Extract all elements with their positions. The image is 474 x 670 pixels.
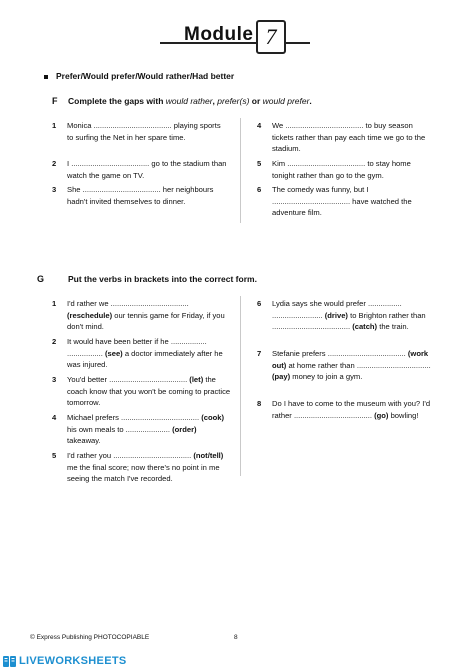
gap-text[interactable]: Do I have to come to the museum with you? I'd rather ..................................... bbox=[272, 399, 431, 420]
gap-text[interactable]: at home rather than ................................... bbox=[286, 360, 431, 370]
list-item: 2 It would have been better if he ................. ................. (see) a doctor immediately after he was injured. bbox=[52, 337, 223, 369]
topic-heading bbox=[44, 71, 234, 81]
list-item: 5 I'd rather you ..................................... (not/tell) me the final score; now there's no point in me seeing the match I've recorded. bbox=[52, 451, 224, 483]
gap-sentence[interactable]: I ..................................... go to the stadium than watch the game on TV. bbox=[67, 159, 227, 180]
list-item: 1 I'd rather we ..................................... (reschedule) our tennis game for Friday, if you don't mind. bbox=[52, 299, 225, 331]
list-item: 6 The comedy was funny, but I ..................................... have watched the adventure film. bbox=[257, 185, 412, 217]
module-number: 7 bbox=[265, 24, 277, 49]
verb-prompt: (see) bbox=[104, 348, 123, 358]
section-g-left-column bbox=[52, 298, 232, 485]
gap-sentence[interactable]: She ..................................... her neighbours hadn't invited themselves to dinner. bbox=[67, 185, 214, 206]
page-number: 8 bbox=[234, 634, 238, 641]
section-f-right-column bbox=[257, 120, 432, 219]
section-f-column-divider bbox=[240, 118, 241, 223]
gap-sentence[interactable]: Monica ..................................... playing sports to surfing the Net in her spare time. bbox=[67, 121, 221, 142]
list-item: 4 Michael prefers ..................................... (cook) his own meals to ..................... (order) takeaway. bbox=[52, 413, 224, 445]
gap-text[interactable]: his own meals to ..................... bbox=[67, 424, 173, 434]
verb-prompt: (let) bbox=[189, 375, 204, 384]
list-item: 5 Kim ..................................... to stay home tonight rather than go to the gym. bbox=[257, 159, 411, 180]
copyright-notice: © Express Publishing PHOTOCOPIABLE bbox=[30, 634, 150, 641]
gap-sentence[interactable]: Kim ..................................... to stay home tonight rather than go to the gym. bbox=[272, 159, 411, 180]
verb-prompt: (reschedule) bbox=[67, 310, 113, 320]
section-f-instruction: Complete the gaps with would rather, prefer(s) or would prefer. bbox=[68, 96, 312, 106]
topic-text: Prefer/Would prefer/Would rather/Had better bbox=[56, 71, 235, 81]
gap-text[interactable]: It would have been better if he ................. ................. bbox=[67, 337, 207, 358]
list-item: 7 Stefanie prefers ..................................... (work out) at home rather than ................................... (pay) money to join a gym. bbox=[257, 349, 431, 381]
gap-sentence[interactable]: The comedy was funny, but I ..................................... have watched the adventure film. bbox=[272, 185, 412, 217]
bullet-square-icon bbox=[44, 75, 48, 79]
list-item: 6 Lydia says she would prefer ................ ........................ (drive) to Brighton rather than ..................................... (catch) the train. bbox=[257, 299, 426, 331]
list-item: 4 We ..................................... to buy season tickets rather than pay each time we go to the stadium. bbox=[257, 121, 426, 153]
verb-prompt: (work out) bbox=[272, 349, 429, 370]
verb-prompt: (drive) bbox=[324, 310, 348, 320]
list-item: 8 Do I have to come to the museum with you? I'd rather ..................................... (go) bowling! bbox=[257, 399, 431, 420]
gap-text[interactable]: I'd rather you ..................................... bbox=[67, 451, 194, 460]
section-g-column-divider bbox=[240, 296, 241, 476]
gap-text[interactable]: You'd better ..................................... bbox=[67, 375, 190, 384]
verb-prompt: (order) bbox=[172, 424, 197, 434]
brand-name[interactable]: LIVEWORKSHEETS bbox=[19, 655, 127, 667]
liveworksheets-logo-icon bbox=[3, 655, 17, 668]
verb-prompt: (pay) bbox=[272, 372, 291, 381]
module-number-box bbox=[256, 20, 286, 54]
verb-prompt: (cook) bbox=[201, 413, 224, 422]
verb-prompt: (go) bbox=[374, 410, 389, 420]
section-f-letter: F bbox=[52, 96, 58, 106]
module-label: Module bbox=[184, 24, 254, 45]
gap-text[interactable]: Michael prefers ..................................... bbox=[67, 413, 202, 422]
section-g-letter: G bbox=[37, 274, 45, 284]
list-item: 3 She ..................................... her neighbours hadn't invited themselves to dinner. bbox=[52, 185, 214, 206]
section-g-instruction: Put the verbs in brackets into the correct form. bbox=[68, 274, 257, 284]
gap-sentence[interactable]: We ..................................... to buy season tickets rather than pay each time we go to the stadium. bbox=[272, 121, 426, 153]
gap-text[interactable]: I'd rather we ..................................... bbox=[67, 299, 189, 308]
section-g-right-column bbox=[257, 298, 437, 421]
section-f-left-column bbox=[52, 120, 227, 207]
verb-prompt: (catch) bbox=[352, 322, 378, 331]
list-item: 2 I ..................................... go to the stadium than watch the game on TV. bbox=[52, 159, 227, 180]
verb-prompt: (not/tell) bbox=[193, 451, 224, 460]
gap-text[interactable]: Lydia says she would prefer ................ ........................ bbox=[272, 299, 402, 320]
list-item: 1 Monica ..................................... playing sports to surfing the Net in her spare time. bbox=[52, 121, 221, 142]
gap-text[interactable]: to Brighton rather than ..................................... bbox=[272, 310, 426, 331]
gap-text[interactable]: Stefanie prefers ..................................... bbox=[272, 349, 408, 358]
list-item: 3 You'd better ..................................... (let) the coach know that you won't be coming to practice tomorrow. bbox=[52, 375, 231, 407]
